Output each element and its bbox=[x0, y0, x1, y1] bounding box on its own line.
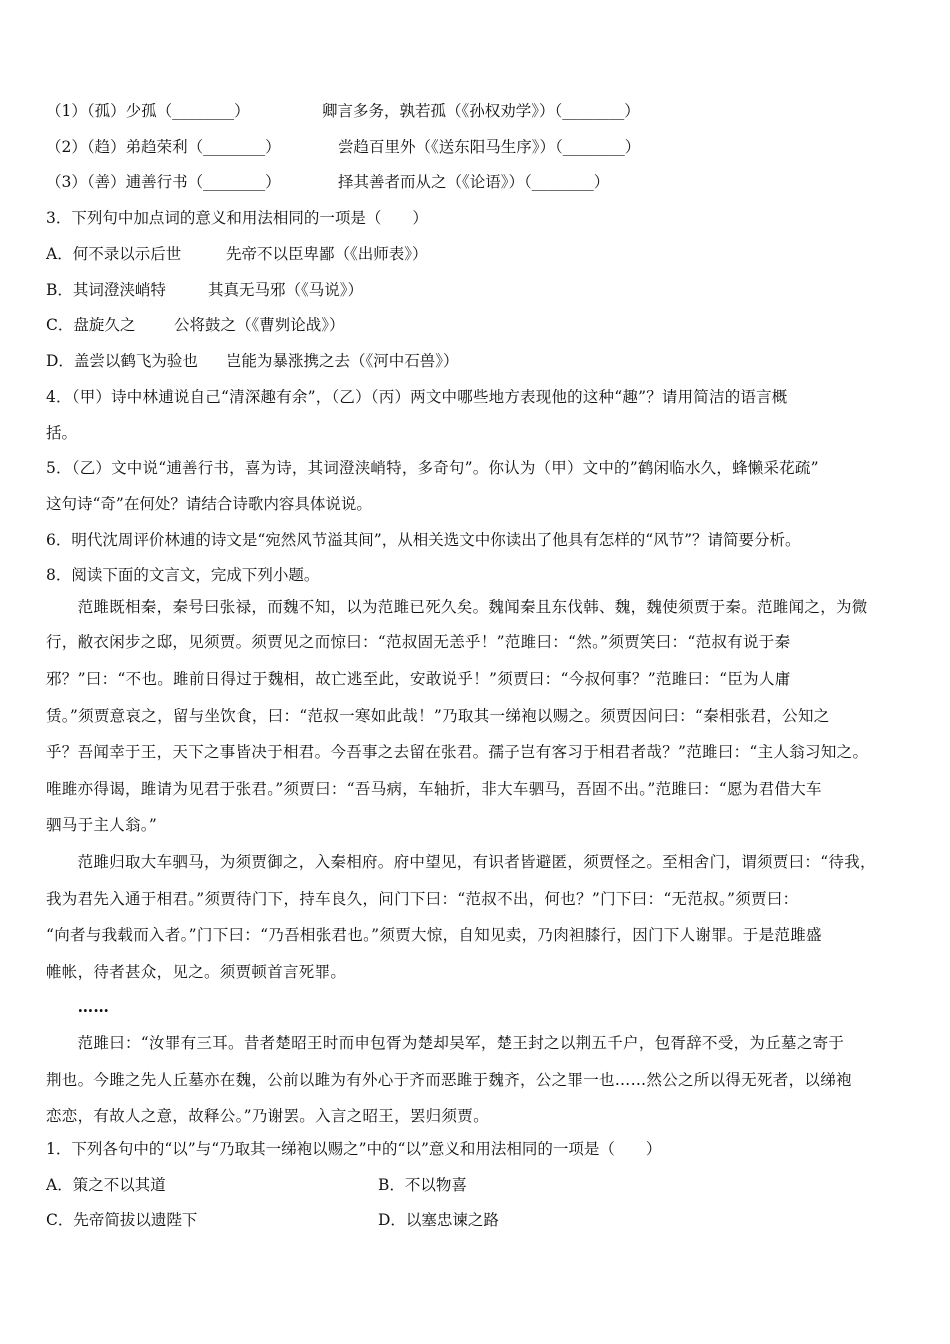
vocab-row-2 bbox=[46, 136, 281, 158]
passage-line: 驷马于主人翁。” bbox=[46, 816, 158, 834]
question-4-line-1: 4．（甲）诗中林逋说自己“清深趣有余”，（乙）（丙）两文中哪些地方表现他的这种“趣”？请用简洁的语言概 bbox=[46, 388, 788, 406]
vocab-item-a: （1）（孤）少孤（________） bbox=[46, 102, 250, 120]
question-3-option-d: D．盖尝以鹤飞为验也 bbox=[46, 352, 198, 370]
question-3-option-c-ref: 公将鼓之（《曹刿论战》） bbox=[174, 316, 345, 334]
vocab-row-1 bbox=[46, 100, 250, 122]
vocab-item-b: 卿言多务，孰若孤（《孙权劝学》）（________） bbox=[322, 102, 640, 120]
subquestion-1-stem: 1．下列各句中的“以”与“乃取其一绨袍以赐之”中的“以”意义和用法相同的一项是（ ） bbox=[46, 1140, 662, 1158]
vocab-item-b: 尝趋百里外（《送东阳马生序》）（________） bbox=[338, 138, 641, 156]
question-3-option-b-ref: 其真无马邪（《马说》） bbox=[208, 281, 364, 299]
passage-line: 荆也。今雎之先人丘墓亦在魏，公前以雎为有外心于齐而恶雎于魏齐，公之罪一也……然公之所以得无死者，以绨袍 bbox=[46, 1071, 852, 1089]
vocab-item-a: （2）（趋）弟趋荣利（________） bbox=[46, 138, 281, 156]
passage-line: “向者与我载而入者。”门下曰：“乃吾相张君也。”须贾大惊，自知见卖，乃肉袒膝行，因门下人谢罪。于是范雎盛 bbox=[46, 926, 822, 944]
vocab-item-a: （3）（善）逋善行书（________） bbox=[46, 173, 281, 191]
question-3-option-d-ref: 岂能为暴涨携之去（《河中石兽》） bbox=[226, 352, 459, 370]
question-3-stem: 3．下列句中加点词的意义和用法相同的一项是（ ） bbox=[46, 209, 428, 227]
passage-ellipsis: …… bbox=[46, 997, 110, 1016]
vocab-row-1-b bbox=[322, 100, 640, 122]
passage-line: 乎？吾闻幸于王，天下之事皆决于相君。今吾事之去留在张君。孺子岂有客习于相君者哉？”范雎曰：“主人翁习知之。 bbox=[46, 743, 869, 761]
subquestion-1-option-b: B．不以物喜 bbox=[378, 1176, 467, 1194]
subquestion-1-option-c: C．先帝简拔以遗陛下 bbox=[46, 1211, 198, 1229]
passage-line: 我为君先入通于相君。”须贾待门下，持车良久，问门下曰：“范叔不出，何也？”门下曰：“无范叔。”须贾曰： bbox=[46, 890, 799, 908]
question-5-line-2: 这句诗“奇”在何处？请结合诗歌内容具体说说。 bbox=[46, 495, 372, 513]
question-3-option-c: C．盘旋久之 bbox=[46, 316, 136, 334]
passage-line: 唯雎亦得谒，雎请为见君于张君。”须贾曰：“吾马病，车轴折，非大车驷马，吾固不出。”范雎曰：“愿为君借大车 bbox=[46, 780, 822, 798]
passage-line: 邪？”曰：“不也。雎前日得过于魏相，故亡逃至此，安敢说乎！”须贾曰：“今叔何事？”范雎曰：“臣为人庸 bbox=[46, 670, 791, 688]
vocab-row-3 bbox=[46, 171, 281, 193]
passage-line: 范雎既相秦，秦号曰张禄，而魏不知，以为范雎已死久矣。魏闻秦且东伐韩、魏，魏使须贾于秦。范雎闻之，为微 bbox=[46, 598, 868, 616]
question-3-option-b: B．其词澄浃峭特 bbox=[46, 281, 166, 299]
passage-line: 赁。”须贾意哀之，留与坐饮食，曰：“范叔一寒如此哉！”乃取其一绨袍以赐之。须贾因问曰：“秦相张君，公知之 bbox=[46, 707, 830, 725]
vocab-row-2-b bbox=[338, 136, 640, 158]
vocab-row-3-b bbox=[338, 171, 609, 193]
question-5-line-1: 5．（乙）文中说“逋善行书，喜为诗，其词澄浃峭特，多奇句”。你认为（甲）文中的”鹤闲临水久，蜂懒采花疏” bbox=[46, 459, 819, 477]
passage-line: 行，敝衣闲步之邸，见须贾。须贾见之而惊曰：“范叔固无恙乎！”范雎曰：“然。”须贾笑曰：“范叔有说于秦 bbox=[46, 633, 791, 651]
passage-line: 帷帐，待者甚众，见之。须贾顿首言死罪。 bbox=[46, 963, 347, 981]
subquestion-1-option-a: A．策之不以其道 bbox=[46, 1176, 166, 1194]
vocab-item-b: 择其善者而从之（《论语》）（________） bbox=[338, 173, 610, 191]
passage-line: 恋恋，有故人之意，故释公。”乃谢罢。入言之昭王，罢归须贾。 bbox=[46, 1107, 489, 1125]
question-3-option-a-ref: 先帝不以臣卑鄙（《出师表》） bbox=[226, 245, 428, 263]
question-6: 6．明代沈周评价林逋的诗文是“宛然风节溢其间”，从相关选文中你读出了他具有怎样的“风节”？请简要分析。 bbox=[46, 531, 801, 549]
passage-line: 范雎曰：“汝罪有三耳。昔者楚昭王时而申包胥为楚却吴军，楚王封之以荆五千户，包胥辞不受，为丘墓之寄于 bbox=[46, 1034, 845, 1052]
passage-line: 范雎归取大车驷马，为须贾御之，入秦相府。府中望见，有识者皆避匿，须贾怪之。至相舍门，谓须贾曰：“待我， bbox=[46, 853, 876, 871]
question-3-option-a: A．何不录以示后世 bbox=[46, 245, 182, 263]
question-8-instruction: 8．阅读下面的文言文，完成下列小题。 bbox=[46, 566, 320, 584]
subquestion-1-option-d: D．以塞忠谏之路 bbox=[378, 1211, 499, 1229]
question-4-line-2: 括。 bbox=[46, 424, 78, 442]
